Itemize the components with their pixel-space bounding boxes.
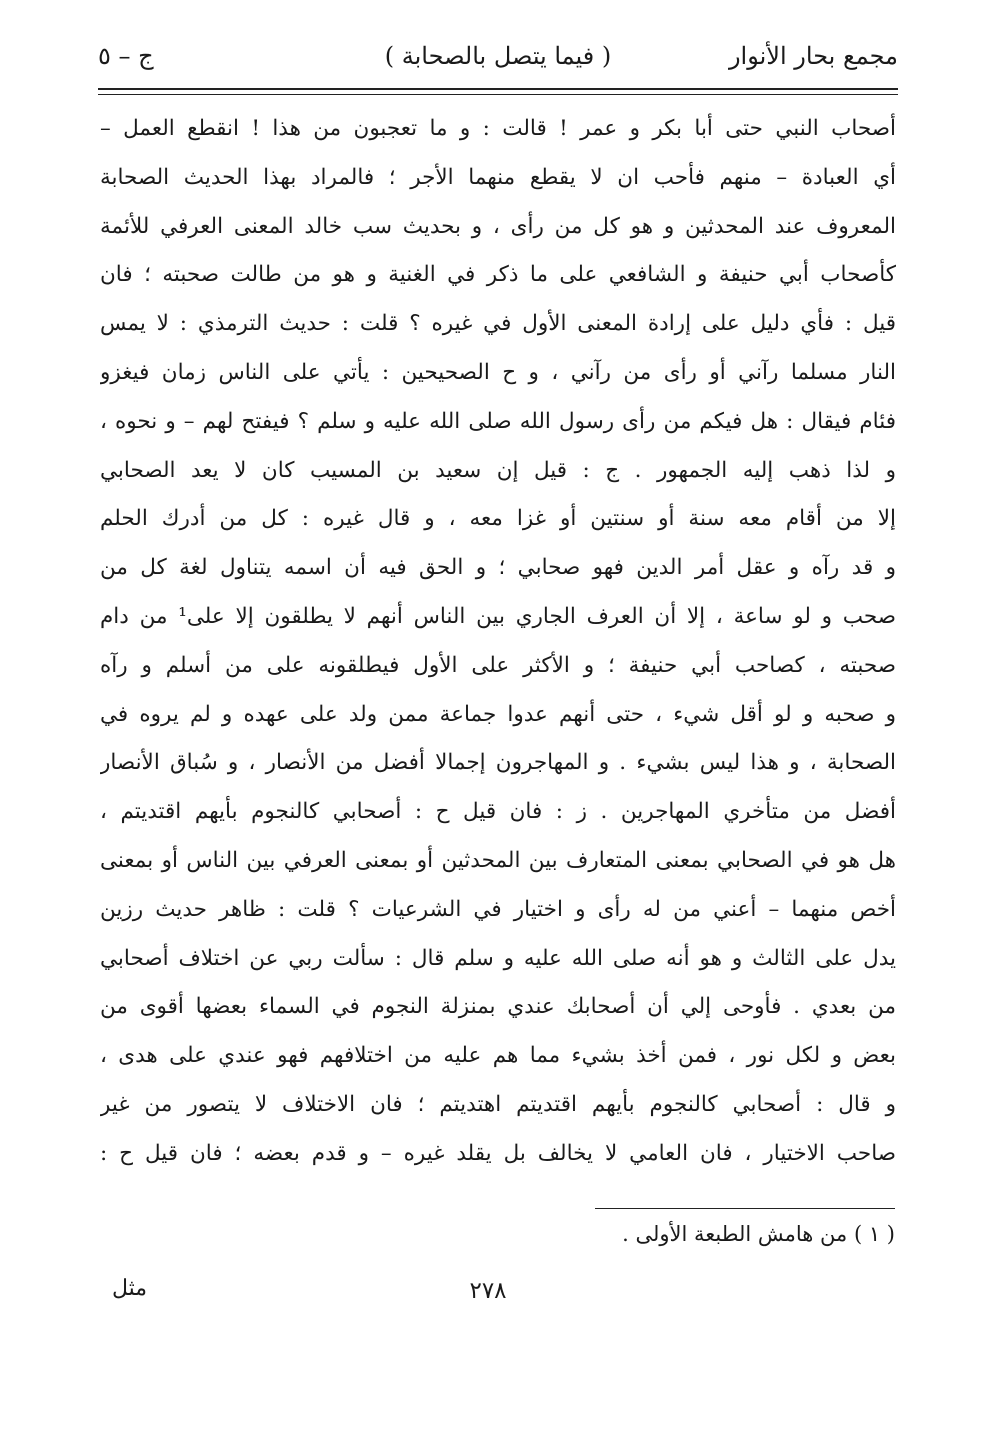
running-header	[98, 38, 898, 82]
text-line: قيل : فأي دليل على إرادة المعنى الأول في غيره ؟ قلت : حديث الترمذي : لا يمس	[100, 311, 896, 337]
text-line: صاحب الاختيار ، فان العامي لا يخالف بل يقلد غيره – و قدم بعضه ؛ فان قيل ح :	[100, 1140, 896, 1166]
text-line: المعروف عند المحدثين و هو كل من رأى ، و بحديث سب خالد المعنى العرفي للأئمة	[100, 213, 896, 239]
text-line: أفضل من متأخري المهاجرين . ز : فان قيل ح : أصحابي كالنجوم بأيهم اقتديتم ،	[100, 799, 896, 825]
text-line: من بعدي . فأوحى إلي أن أصحابك عندي بمنزلة النجوم في السماء بعضها أقوى من	[100, 994, 896, 1020]
header-rule-thick	[98, 88, 898, 90]
page-number: ٢٧٨	[469, 1278, 507, 1304]
main-text	[100, 105, 896, 1179]
text-line: إلا من أقام معه سنة أو سنتين أو غزا معه ، و قال غيره : كل من أدرك الحلم	[100, 506, 896, 532]
text-line: هل هو في الصحابي بمعنى المتعارف بين المحدثين أو بمعنى العرفي بين الناس أو بمعنى	[100, 847, 896, 873]
text-line: و قد رآه و عقل أمر الدين فهو صحابي ؛ و الحق فيه أن اسمه يتناول لغة كل من	[100, 555, 896, 581]
text-line: يدل على الثالث و هو أنه صلى الله عليه و سلم قال : سألت ربي عن اختلاف أصحابي	[100, 945, 896, 971]
text-line: النار مسلما رآني أو رأى من رآني ، و ح الصحيحين : يأتي على الناس زمان فيغزو	[100, 359, 896, 385]
section-title: ( فيما يتصل بالصحابة )	[384, 42, 612, 70]
volume-label: ج – ٥	[98, 42, 154, 70]
header-rule-thin	[98, 94, 898, 95]
catchword: مثل	[112, 1276, 148, 1301]
text-line: الصحابة ، و هذا ليس بشيء . و المهاجرون إجمالا أفضل من الأنصار ، و سُباق الأنصار	[100, 750, 896, 776]
text-line: و صحبه و لو أقل شيء ، حتى أنهم عدوا جماعة ممن ولد على عهده و لم يروه في	[100, 701, 896, 727]
text-line: أي العبادة – منهم فأحب ان لا يقطع منهما الأجر ؛ فالمراد بهذا الحديث الصحابة	[100, 164, 896, 190]
text-line: صحبته ، كصاحب أبي حنيفة ؛ و الأكثر على الأول فيطلقونه على من أسلم و رآه	[100, 652, 896, 678]
text-line: فئام فيقال : هل فيكم من رأى رسول الله صلى الله عليه و سلم ؟ فيفتح لهم – و نحوه ،	[100, 408, 896, 434]
text-line: صحب و لو ساعة ، إلا أن العرف الجاري بين الناس أنهم لا يطلقون إلا على¹ من دام	[100, 603, 896, 629]
text-line: أخص منهما – أعني من له رأى و اختيار في الشرعيات ؟ قلت : ظاهر حديث رزين	[100, 896, 896, 922]
text-line: كأصحاب أبي حنيفة و الشافعي على ما ذكر في الغنية و هو من طالت صحبته ؛ فان	[100, 262, 896, 288]
book-title: مجمع بحار الأنوار	[728, 42, 898, 70]
text-line: بعض و لكل نور ، فمن أخذ بشيء مما هم عليه من اختلافهم فهو عندي على هدى ،	[100, 1043, 896, 1069]
text-line: و لذا ذهب إليه الجمهور . ج : قيل إن سعيد بن المسيب كان لا يعد الصحابي	[100, 457, 896, 483]
footnote: ( ١ ) من هامش الطبعة الأولى .	[622, 1222, 895, 1246]
text-line: و قال : أصحابي كالنجوم بأيهم اقتديتم اهتديتم ؛ فان الاختلاف لا يتصور من غير	[100, 1091, 896, 1117]
text-line: أصحاب النبي حتى أبا بكر و عمر ! قالت : و ما تعجبون من هذا ! انقطع العمل –	[100, 116, 896, 141]
footnote-rule	[595, 1208, 895, 1209]
